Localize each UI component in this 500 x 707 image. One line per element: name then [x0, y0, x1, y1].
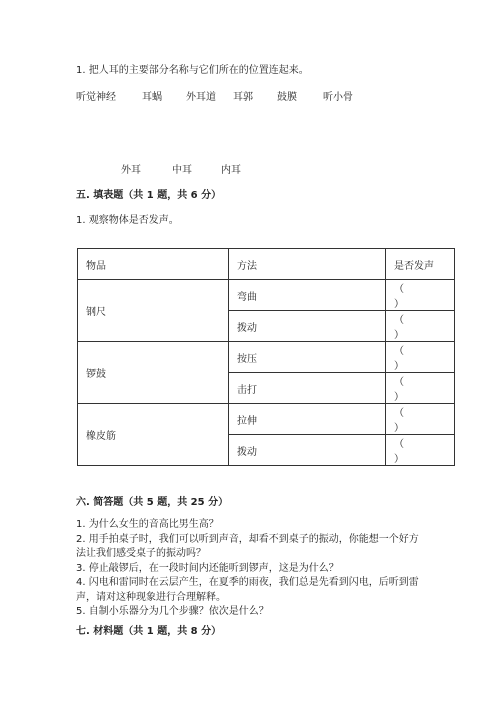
- ear-part-auricle: 耳郭: [233, 92, 253, 103]
- ear-part-cochlea: 耳蜗: [142, 92, 162, 103]
- item-cell: 橡皮筋: [78, 404, 229, 466]
- paren-close: ）: [394, 299, 404, 310]
- table-header-row: [78, 249, 455, 280]
- ear-part-ear-canal: 外耳道: [186, 92, 216, 103]
- q1-text: 1. 把人耳的主要部分名称与它们所在的位置连起来。: [76, 65, 309, 76]
- method-cell: 拨动: [229, 435, 386, 466]
- method-cell: 拨动: [229, 311, 386, 342]
- method-cell: 按压: [229, 342, 386, 373]
- paren-open: （: [394, 439, 404, 450]
- paren-close: ）: [394, 423, 404, 434]
- answer-cell[interactable]: [386, 373, 455, 404]
- question-line: 法让我们感受桌子的振动吗？: [76, 548, 206, 559]
- table-row: [78, 404, 455, 435]
- header-sound: 是否发声: [386, 249, 455, 280]
- observation-table: [77, 248, 455, 466]
- paren-close: ）: [394, 454, 404, 465]
- method-cell: 弯曲: [229, 280, 386, 311]
- ear-position-outer: 外耳: [121, 165, 141, 176]
- answer-cell[interactable]: [386, 435, 455, 466]
- section7-title: 七. 材料题（共 1 题，共 8 分）: [76, 626, 222, 637]
- paren-close: ）: [394, 361, 404, 372]
- method-cell: 拉伸: [229, 404, 386, 435]
- section5-title: 五. 填表题（共 1 题，共 6 分）: [76, 190, 222, 201]
- question-line: 3. 停止敲锣后，在一段时间内还能听到锣声，这是为什么？: [76, 562, 339, 574]
- question-line: 1. 为什么女生的音高比男生高？: [76, 519, 219, 530]
- section6-title: 六. 简答题（共 5 题，共 25 分）: [76, 497, 229, 508]
- question-line: 5. 自制小乐器分为几个步骤？依次是什么？: [76, 606, 269, 617]
- paren-close: ）: [394, 392, 404, 403]
- answer-cell[interactable]: [386, 342, 455, 373]
- answer-cell[interactable]: [386, 311, 455, 342]
- ear-part-eardrum: 鼓膜: [277, 92, 297, 103]
- item-cell: 锣鼓: [78, 342, 229, 404]
- item-cell: 钢尺: [78, 280, 229, 342]
- method-cell: 击打: [229, 373, 386, 404]
- header-item: 物品: [78, 249, 229, 280]
- answer-cell[interactable]: [386, 404, 455, 435]
- header-method: 方法: [229, 249, 386, 280]
- table-row: [78, 280, 455, 311]
- ear-part-auditory-nerve: 听觉神经: [76, 92, 116, 103]
- ear-part-ossicles: 听小骨: [323, 92, 353, 103]
- paren-open: （: [394, 284, 404, 295]
- section6-questions: [76, 518, 419, 620]
- paren-close: ）: [394, 330, 404, 341]
- paren-open: （: [394, 408, 404, 419]
- question-line: 4. 闪电和雷同时在云层产生，在夏季的雨夜，我们总是先看到闪电，后听到雷: [76, 577, 419, 588]
- section5-question: 1. 观察物体是否发声。: [76, 215, 179, 226]
- paren-open: （: [394, 315, 404, 326]
- answer-cell[interactable]: [386, 280, 455, 311]
- question-line: 声，请对这种现象进行合理解释。: [76, 591, 226, 603]
- question-line: 2. 用手拍桌子时，我们可以听到声音，却看不到桌子的振动，你能想一个好方: [76, 533, 419, 545]
- ear-position-middle: 中耳: [172, 165, 192, 176]
- table-row: [78, 342, 455, 373]
- ear-position-inner: 内耳: [221, 165, 241, 176]
- paren-open: （: [394, 346, 404, 357]
- paren-open: （: [394, 377, 404, 388]
